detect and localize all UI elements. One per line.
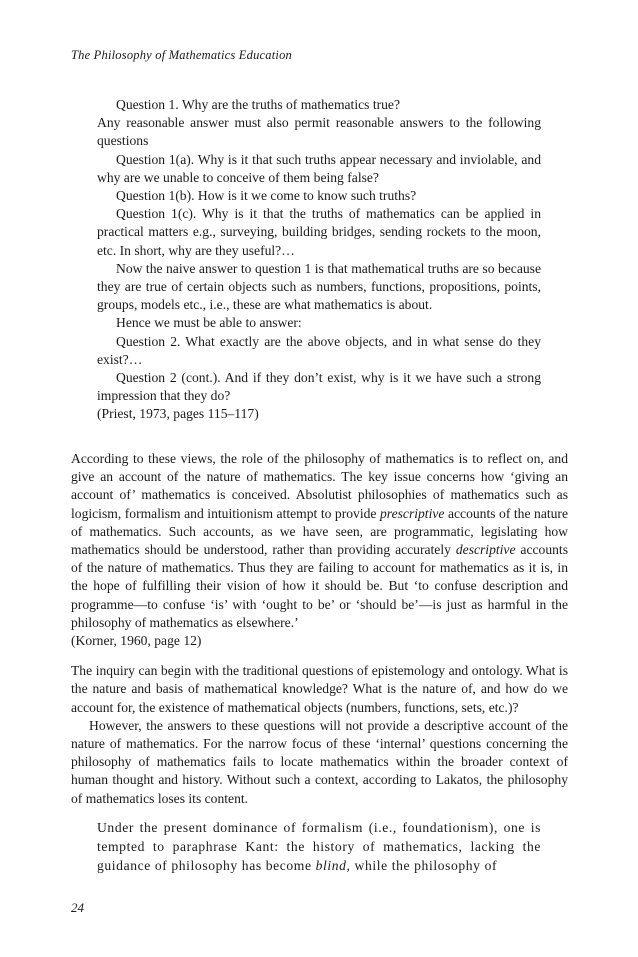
emphasis: blind, (315, 858, 351, 873)
lakatos-block-quote (97, 818, 541, 875)
quote-line: Question 1(c). Why is it that the truths of mathematics can be applied in practical matters e.g., surveying, building bridges, sending rockets to the moon, etc. In short, why are they useful?… (97, 206, 541, 258)
paragraph: However, the answers to these questions will not provide a descriptive account of the nature of mathematics. For the narrow focus of these ‘internal’ questions concerning the philosophy of mathematics fails to locate mathematics within the broader context of human thought and history. Without such a context, according to Lakatos, the philosophy of mathematics loses its content. (71, 717, 568, 806)
page-number: 24 (71, 900, 84, 915)
quote-line: Question 2 (cont.). And if they don’t exist, why is it we have such a strong impression that they do? (97, 370, 541, 404)
quote-paragraph: Under the present dominance of formalism (i.e., foundationism), one is tempted to paraphrase Kant: the history of mathematics, lacking the guidance of philosophy has become blind, while the philosophy of (97, 820, 541, 873)
paragraph: The inquiry can begin with the traditional questions of epistemology and ontology. What is the nature and basis of mathematical knowledge? What is the nature of, and how do we account for, the existence of mathematical objects (numbers, functions, sets, etc.)? (71, 663, 568, 715)
priest-block-quote (97, 96, 541, 424)
quote-line: Question 1(a). Why is it that such truths appear necessary and inviolable, and why are we unable to conceive of them being false? (97, 151, 541, 185)
emphasis: prescriptive (380, 505, 445, 521)
emphasis: descriptive (455, 542, 516, 558)
quote-line: Question 1. Why are the truths of mathematics true? (116, 97, 401, 112)
korner-citation: (Korner, 1960, page 12) (71, 633, 202, 649)
quote-line: Question 1(b). How is it we come to know such truths? (116, 188, 417, 204)
quote-line: Now the naive answer to question 1 is that mathematical truths are so because they are true of certain objects such as numbers, functions, propositions, points, groups, models etc., i.e., these are what mathematics is about. (97, 260, 541, 313)
quote-line: Any reasonable answer must also permit reasonable answers to the following questions (97, 115, 541, 149)
body-text (71, 450, 568, 808)
quote-line: Question 2. What exactly are the above objects, and in what sense do they exist?… (97, 333, 541, 367)
paragraph: According to these views, the role of the philosophy of mathematics is to reflect on, and give an account of the nature of mathematics. The key issue concerns how ‘giving an account of’ mathematics is conceived. Absolutist philosophies of mathematics such as logicism, formalism and intuitionism attempt to provide prescriptive accounts of the nature of mathematics. Such accounts, as we have seen, are programmatic, legislating how mathematics should be understood, rather than providing accurately descriptive accounts of the nature of mathematics. Thus they are failing to account for mathematics as it is, in the hope of fulfilling their vision of how it should be. But ‘to confuse description and programme—to confuse ‘is’ with ‘ought to be’ or ‘should be’—is just as harmful in the philosophy of mathematics as elsewhere.’ (71, 451, 568, 630)
quote-citation: (Priest, 1973, pages 115–117) (97, 406, 259, 422)
quote-line: Hence we must be able to answer: (116, 315, 302, 331)
running-head: The Philosophy of Mathematics Education (71, 48, 292, 62)
